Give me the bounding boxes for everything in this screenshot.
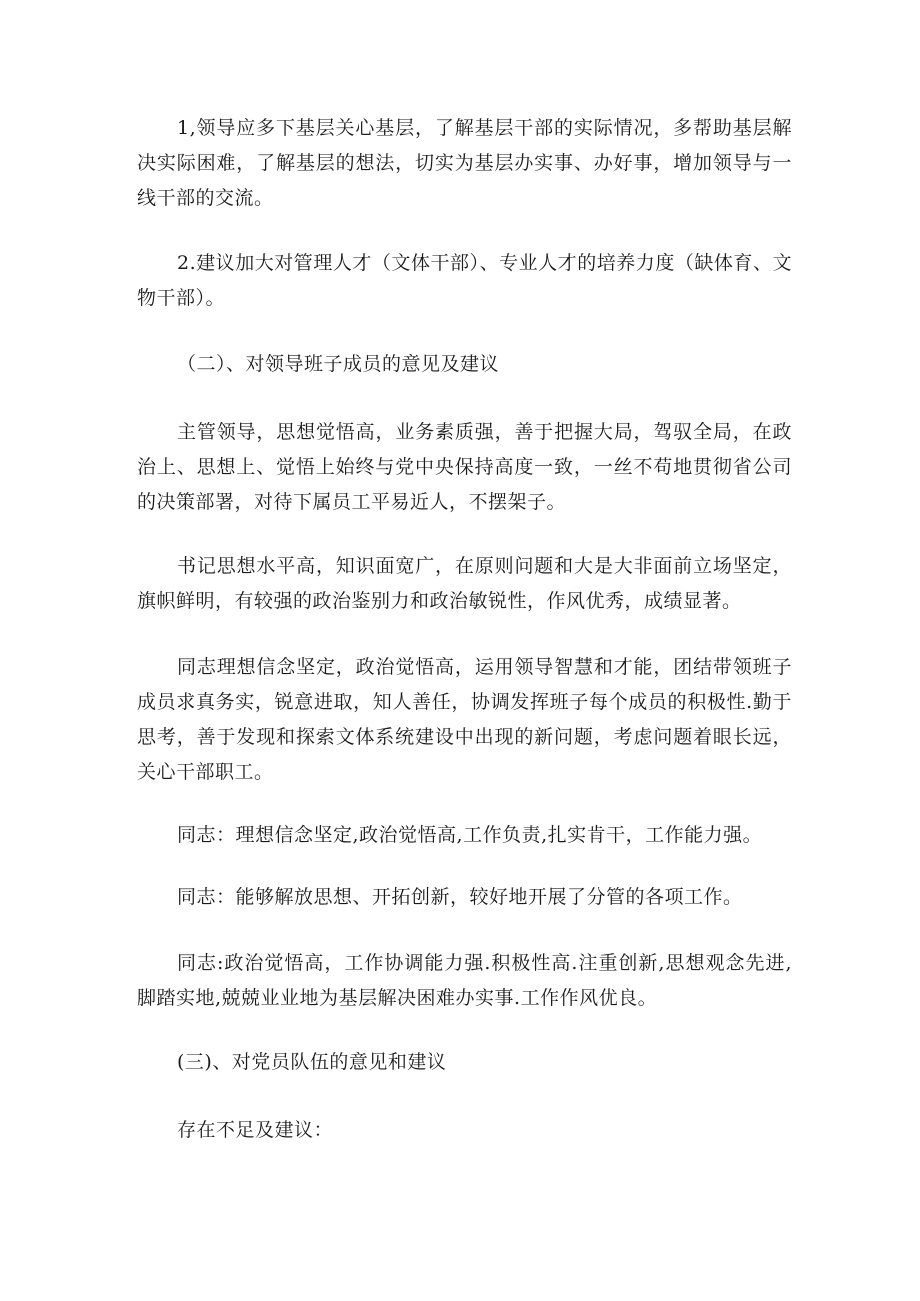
section-heading-party-members: (三)、对党员队伍的意见和建议	[177, 1051, 447, 1073]
paragraph-comrade-comments-1: 同志理想信念坚定，政治觉悟高，运用领导智慧和才能，团结带领班子成员求真务实，锐意进取，知人善任，协调发挥班子每个成员的积极性.勤于思考，善于发现和探索文体系统建设中出现的新问题，考虑问题着眼长远，关心干部职工。	[137, 656, 792, 783]
paragraph-comrade-comments-2: 同志：理想信念坚定,政治觉悟高,工作负责,扎实肯干，工作能力强。	[177, 824, 763, 846]
paragraph-supervisor-comments: 主管领导，思想觉悟高，业务素质强，善于把握大局，驾驭全局，在政治上、思想上、觉悟上始终与党中央保持高度一致，一丝不苟地贯彻省公司的决策部署，对待下属员工平易近人，不摆架子。	[137, 421, 792, 513]
section-heading-leadership-team: （二）、对领导班子成员的意见及建议	[177, 353, 500, 375]
paragraph-secretary-comments: 书记思想水平高，知识面宽广，在原则问题和大是大非面前立场坚定，旗帜鲜明，有较强的政治鉴别力和政治敏锐性，作风优秀，成绩显著。	[137, 555, 792, 612]
paragraph-talent-training: 2.建议加大对管理人才（文体干部）、专业人才的培养力度（缺体育、文物干部）。	[137, 252, 792, 309]
paragraph-shortcomings-heading: 存在不足及建议：	[177, 1119, 334, 1141]
paragraph-comrade-comments-4: 同志:政治觉悟高，工作协调能力强.积极性高.注重创新,思想观念先进,脚踏实地,兢兢业业地为基层解决困难办实事.工作作风优良。	[137, 952, 792, 1009]
paragraph-leadership-grassroots: 1,领导应多下基层关心基层，了解基层干部的实际情况，多帮助基层解决实际困难，了解基层的想法，切实为基层办实事、办好事，增加领导与一线干部的交流。	[137, 117, 792, 209]
paragraph-comrade-comments-3: 同志：能够解放思想、开拓创新，较好地开展了分管的各项工作。	[177, 886, 743, 908]
